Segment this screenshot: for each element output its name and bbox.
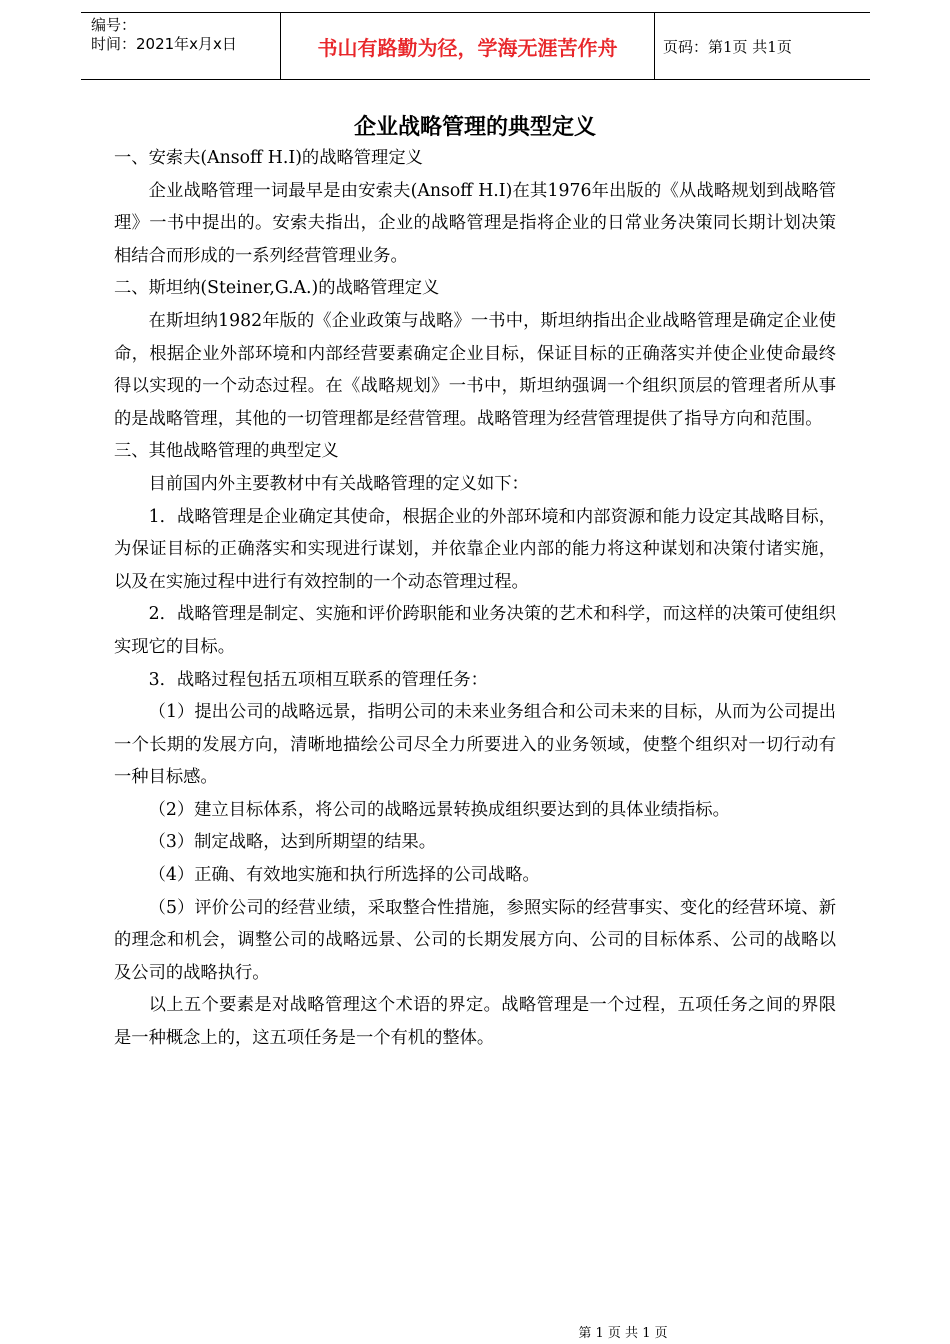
paragraph: 在斯坦纳1982年版的《企业政策与战略》一书中，斯坦纳指出企业战略管理是确定企业使命，根据企业外部环境和内部经营要素确定企业目标，保证目标的正确落实并使企业使命最终得以实现的一个动态过程。在《战略规划》一书中，斯坦纳强调一个组织顶层的管理者所从事的是战略管理，其他的一切管理都是经营管理。战略管理为经营管理提供了指导方向和范围。 xyxy=(114,310,836,429)
page-footer: 第 1 页 共 1 页 xyxy=(578,1326,668,1341)
paragraph: （4）正确、有效地实施和执行所选择的公司战略。 xyxy=(148,865,540,886)
header-motto: 书山有路勤为径，学海无涯苦作舟 xyxy=(281,13,655,79)
paragraph: 以上五个要素是对战略管理这个术语的界定。战略管理是一个过程，五项任务之间的界限是一种概念上的，这五项任务是一个有机的整体。 xyxy=(114,995,836,1049)
paragraph: （2）建立目标体系，将公司的战略远景转换成组织要达到的具体业绩指标。 xyxy=(148,799,730,820)
document-number: 编号： xyxy=(91,16,137,34)
document-time: 时间：2021年x月x日 xyxy=(91,35,237,53)
paragraph: 目前国内外主要教材中有关战略管理的定义如下： xyxy=(148,473,529,494)
document-body xyxy=(114,142,836,1055)
paragraph: （1）提出公司的战略远景，指明公司的未来业务组合和公司未来的目标，从而为公司提出一个长期的发展方向，清晰地描绘公司尽全力所要进入的业务领域，使整个组织对一切行动有一种目标感。 xyxy=(114,702,836,788)
paragraph: 一、安索夫(Ansoff H.I)的战略管理定义 xyxy=(114,148,423,168)
paragraph: 企业战略管理一词最早是由安索夫(Ansoff H.I)在其1976年出版的《从战略规划到战略管理》一书中提出的。安索夫指出，企业的战略管理是指将企业的日常业务决策同长期计划决策相结合而形成的一系列经营管理业务。 xyxy=(114,180,836,266)
paragraph: 2．战略管理是制定、实施和评价跨职能和业务决策的艺术和科学，而这样的决策可使组织实现它的目标。 xyxy=(114,604,836,657)
header-meta xyxy=(81,13,281,79)
page-header xyxy=(81,12,870,80)
header-page-info: 页码：第1页 共1页 xyxy=(663,37,792,56)
paragraph: 二、斯坦纳(Steiner,G.A.)的战略管理定义 xyxy=(114,278,440,299)
paragraph: （3）制定战略，达到所期望的结果。 xyxy=(148,832,437,853)
paragraph: （5）评价公司的经营业绩，采取整合性措施，参照实际的经营事实、变化的经营环境、新的理念和机会，调整公司的战略远景、公司的长期发展方向、公司的目标体系、公司的战略以及公司的战略执行。 xyxy=(114,897,836,983)
paragraph: 三、其他战略管理的典型定义 xyxy=(114,441,339,462)
paragraph: 3．战略过程包括五项相互联系的管理任务： xyxy=(148,669,488,690)
document-title: 企业战略管理的典型定义 xyxy=(353,115,596,140)
paragraph: 1．战略管理是企业确定其使命，根据企业的外部环境和内部资源和能力设定其战略目标，为保证目标的正确落实和实现进行谋划，并依靠企业内部的能力将这种谋划和决策付诸实施，以及在实施过程中进行有效控制的一个动态管理过程。 xyxy=(114,506,836,592)
